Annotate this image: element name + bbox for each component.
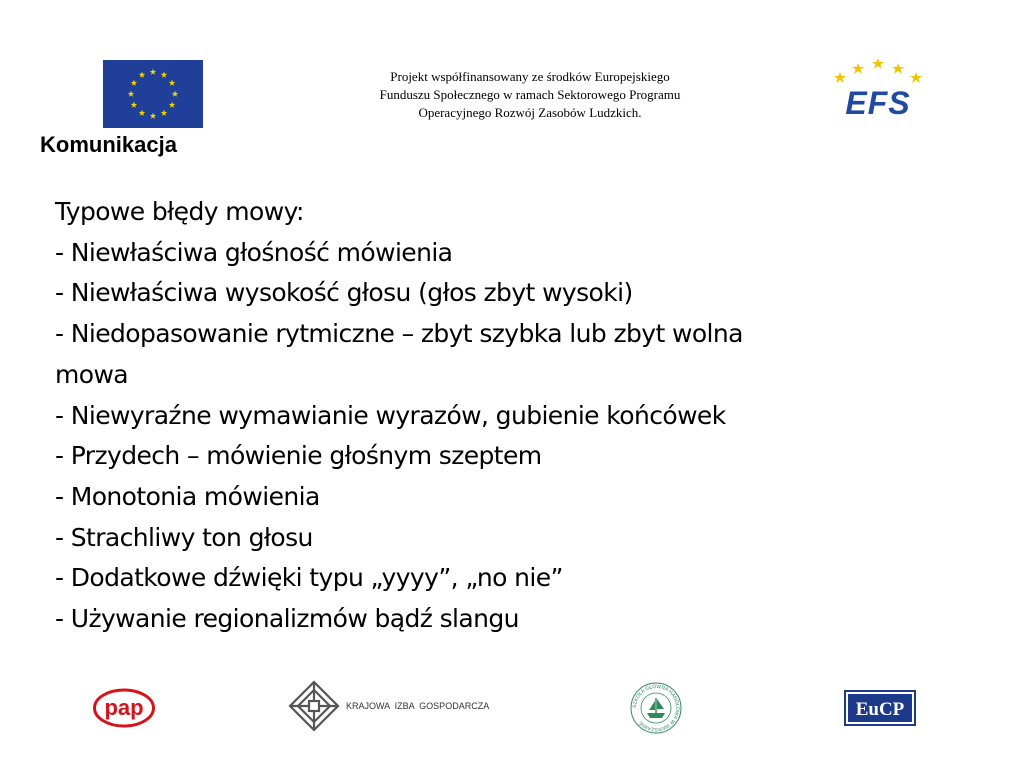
- funding-note: [320, 68, 740, 122]
- efs-stars: [834, 58, 922, 83]
- content-line: - Strachliwy ton głosu: [55, 522, 313, 552]
- kig-emblem: [290, 682, 338, 730]
- kig-logo-text: KRAJOWA IZBA GOSPODARCZA: [346, 701, 490, 711]
- funding-note-line-1: Projekt współfinansowany ze środków Europejskiego: [390, 69, 670, 84]
- content-line: - Monotonia mówienia: [55, 481, 320, 511]
- funding-note-line-2: Funduszu Społecznego w ramach Sektorowego Programu: [379, 87, 681, 102]
- eucp-logo: [844, 690, 916, 726]
- slide-content: [55, 192, 1005, 640]
- kig-logo: [288, 680, 503, 732]
- pap-logo: [93, 688, 155, 728]
- content-line: - Używanie regionalizmów bądź slangu: [55, 604, 519, 634]
- content-line: - Niewyraźne wymawianie wyrazów, gubienie końcówek: [55, 400, 726, 430]
- sgh-logo-ring-path: SZKOŁA GŁÓWNA HANDLOWA W WARSZAWIE: [631, 683, 681, 733]
- funding-note-line-3: Operacyjnego Rozwój Zasobów Ludzkich.: [418, 105, 642, 120]
- content-heading: Typowe błędy mowy:: [55, 197, 304, 226]
- efs-star: [892, 63, 904, 74]
- kig-emblem-center: [309, 701, 319, 711]
- efs-star: [872, 58, 884, 69]
- pap-logo-text: pap: [104, 695, 144, 720]
- efs-logo: [832, 58, 924, 120]
- efs-logo-text: EFS: [845, 85, 911, 120]
- section-title: Komunikacja: [40, 132, 177, 157]
- content-line: - Niedopasowanie rytmiczne – zbyt szybka lub zbyt wolna: [55, 319, 743, 349]
- content-line: - Dodatkowe dźwięki typu „yyyy”, „no nie”: [55, 563, 563, 593]
- content-line: - Przydech – mówienie głośnym szeptem: [55, 441, 542, 471]
- eu-flag-logo: [103, 60, 203, 128]
- sgh-logo: [630, 682, 682, 734]
- efs-star: [910, 72, 922, 83]
- efs-star: [834, 72, 846, 83]
- eucp-logo-text: EuCP: [855, 699, 905, 720]
- content-line: - Niewłaściwa wysokość głosu (głos zbyt wysoki): [55, 278, 633, 308]
- content-line: mowa: [55, 359, 129, 389]
- efs-star: [852, 63, 864, 74]
- content-line: - Niewłaściwa głośność mówienia: [55, 237, 453, 267]
